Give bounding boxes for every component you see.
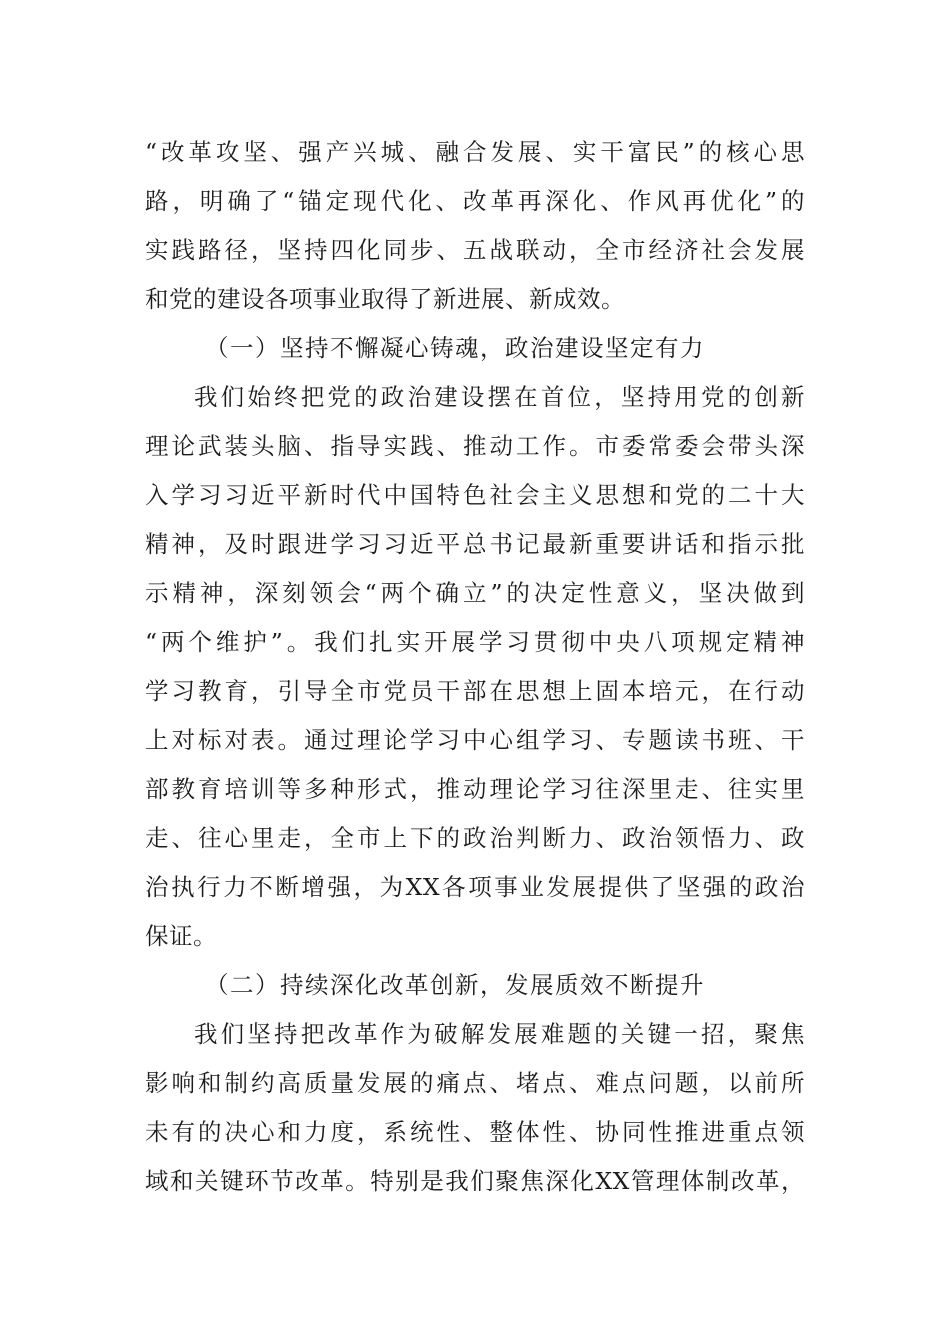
text-line: “两个维护”。我们扎实开展学习贯彻中央八项规定精神	[145, 628, 805, 656]
text-line: “改革攻坚、强产兴城、融合发展、实干富民”的核心思	[145, 138, 805, 166]
section-heading-2: （二）持续深化改革创新，发展质效不断提升	[205, 971, 705, 999]
text-line: 学习教育，引导全市党员干部在思想上固本培元，在行动	[145, 677, 805, 705]
text-line: 路，明确了“锚定现代化、改革再深化、作风再优化”的	[145, 187, 805, 215]
document-body	[145, 128, 805, 1206]
text-line: 我们始终把党的政治建设摆在首位，坚持用党的创新	[194, 383, 805, 411]
text-line: 未有的决心和力度，系统性、整体性、协同性推进重点领	[145, 1118, 805, 1146]
text-line: 治执行力不断增强，为XX各项事业发展提供了坚强的政治	[145, 873, 805, 901]
text-line: 理论武装头脑、指导实践、推动工作。市委常委会带头深	[145, 432, 805, 460]
text-line: 我们坚持把改革作为破解发展难题的关键一招，聚焦	[194, 1020, 805, 1048]
text-line: 上对标对表。通过理论学习中心组学习、专题读书班、干	[145, 726, 805, 754]
text-line: 走、往心里走，全市上下的政治判断力、政治领悟力、政	[145, 824, 805, 852]
text-line: 示精神，深刻领会“两个确立”的决定性意义，坚决做到	[145, 579, 805, 607]
text-line: 域和关键环节改革。特别是我们聚焦深化XX管理体制改革，	[145, 1167, 805, 1195]
text-line: 入学习习近平新时代中国特色社会主义思想和党的二十大	[145, 481, 805, 509]
text-line: 保证。	[145, 922, 217, 950]
section-heading-1: （一）坚持不懈凝心铸魂，政治建设坚定有力	[205, 334, 705, 362]
text-line: 实践路径，坚持四化同步、五战联动，全市经济社会发展	[145, 236, 805, 264]
text-line: 和党的建设各项事业取得了新进展、新成效。	[145, 285, 625, 313]
text-line: 影响和制约高质量发展的痛点、堵点、难点问题，以前所	[145, 1069, 805, 1097]
text-line: 精神，及时跟进学习习近平总书记最新重要讲话和指示批	[145, 530, 805, 558]
text-line: 部教育培训等多种形式，推动理论学习往深里走、往实里	[145, 775, 805, 803]
